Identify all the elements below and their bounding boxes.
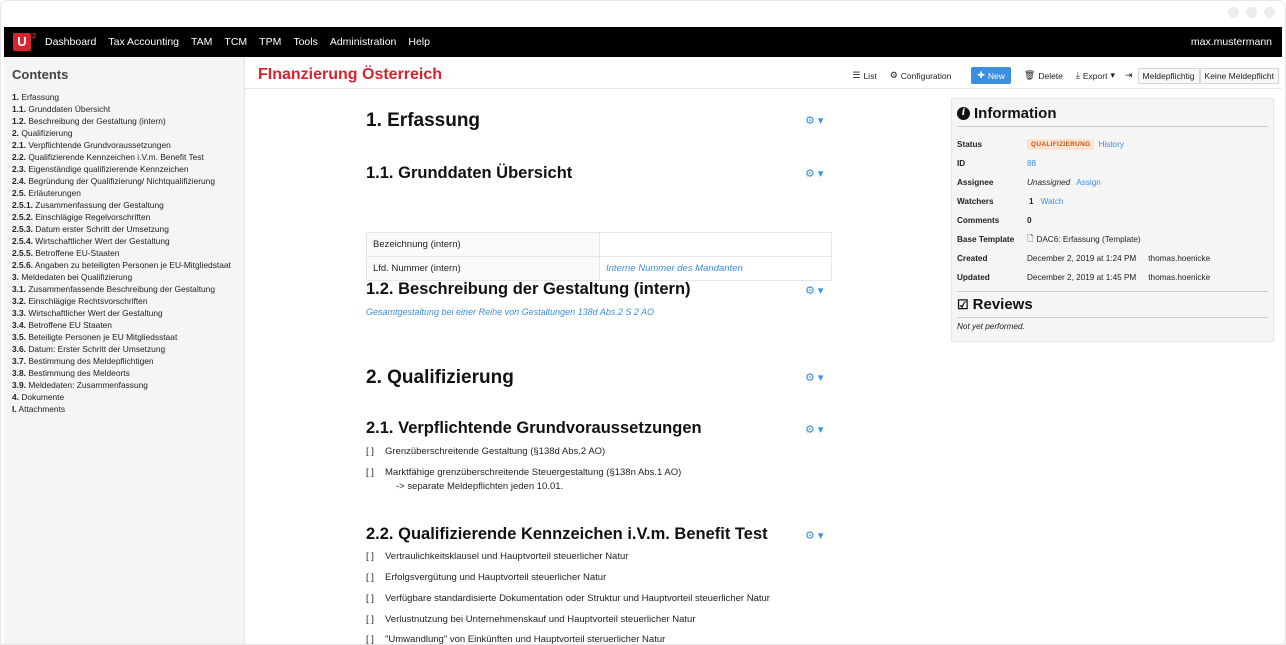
toc-item-number: 1. xyxy=(12,92,19,102)
info-key: Status xyxy=(957,140,983,149)
checkbox-label: Verlustnutzung bei Unternehmenskauf und Hauptvorteil steuerlicher Natur xyxy=(385,614,696,625)
updated-user: thomas.hoenicke xyxy=(1148,273,1211,282)
toc-item-number: 2.5. xyxy=(12,188,26,198)
window-titlebar xyxy=(1,1,1285,25)
document-icon: 🗋 xyxy=(1027,233,1034,243)
table-row xyxy=(367,257,832,281)
checkbox[interactable]: [ ] xyxy=(366,572,374,583)
new-button[interactable] xyxy=(971,67,1011,84)
grunddaten-table xyxy=(366,232,832,281)
caret-down-icon: ▾ xyxy=(1110,70,1115,80)
delete-button[interactable] xyxy=(1024,70,1063,81)
list-button[interactable] xyxy=(852,70,876,81)
header-divider xyxy=(245,88,1282,89)
reviews-heading xyxy=(957,296,1268,313)
toc-item-label: Bestimmung des Meldeorts xyxy=(28,368,130,378)
info-row-status xyxy=(957,135,1268,154)
toc-item-label: Grunddaten Übersicht xyxy=(28,104,111,114)
toc-item[interactable] xyxy=(12,343,236,355)
checkbox-item[interactable] xyxy=(366,467,681,478)
toc-item-number: 2.5.4. xyxy=(12,236,33,246)
toc-item[interactable] xyxy=(12,331,236,343)
toc-item[interactable] xyxy=(12,199,236,211)
toc-item[interactable] xyxy=(12,139,236,151)
toc-item[interactable] xyxy=(12,355,236,367)
status-badge: QUALIFIZIERUNG xyxy=(1027,139,1094,150)
configuration-button[interactable] xyxy=(890,70,952,81)
assign-link[interactable]: Assign xyxy=(1076,178,1101,187)
checkbox-item[interactable] xyxy=(366,634,665,645)
info-key: ID xyxy=(957,159,966,168)
information-title: Information xyxy=(974,105,1057,122)
toc-item-number: 1.2. xyxy=(12,116,26,126)
info-row-comments xyxy=(957,211,1268,230)
toc-item[interactable] xyxy=(12,247,236,259)
section-gear-icon[interactable]: ⚙ ▾ xyxy=(805,168,824,180)
toc-item-label: Betroffene EU Staaten xyxy=(28,320,112,330)
info-row-id xyxy=(957,154,1268,173)
toc-item-label: Wirtschaftlicher Wert der Gestaltung xyxy=(28,308,163,318)
watch-link[interactable]: Watch xyxy=(1040,197,1064,206)
toc-item[interactable] xyxy=(12,211,236,223)
contents-sidebar xyxy=(4,57,245,644)
delete-label: Delete xyxy=(1038,70,1063,81)
toc-item-label: Verpflichtende Grundvoraussetzungen xyxy=(28,140,171,150)
toc-item[interactable] xyxy=(12,151,236,163)
checkbox-item[interactable] xyxy=(366,446,605,457)
checkbox-label: Vertraulichkeitsklausel und Hauptvorteil steuerlicher Natur xyxy=(385,551,629,562)
list-label: List xyxy=(863,70,877,81)
checkbox[interactable]: [ ] xyxy=(366,467,374,478)
toc-item-number: 2.5.6. xyxy=(12,260,33,270)
toc-item-label: Zusammenfassung der Gestaltung xyxy=(35,200,164,210)
top-navbar xyxy=(4,27,1282,57)
toc-item[interactable] xyxy=(12,295,236,307)
nav-item-tcm[interactable]: TCM xyxy=(224,36,248,48)
checkbox-label: Verfügbare standardisierte Dokumentation oder Struktur und Hauptvorteil steuerlicher Natur xyxy=(385,593,770,604)
toc-item-label: Datum: Erster Schritt der Umsetzung xyxy=(28,344,166,354)
list-icon: ☰ xyxy=(852,70,861,80)
nav-item-administration[interactable]: Administration xyxy=(329,36,397,48)
toc-item-label: Beschreibung der Gestaltung (intern) xyxy=(28,116,166,126)
toc-item-label: Zusammenfassende Beschreibung der Gestaltung xyxy=(28,284,215,294)
section-gear-icon[interactable]: ⚙ ▾ xyxy=(805,115,824,127)
checkbox-item[interactable] xyxy=(366,551,628,562)
info-row-assignee xyxy=(957,173,1268,192)
toc-item-number: 1.1. xyxy=(12,104,26,114)
nav-item-tax-accounting[interactable]: Tax Accounting xyxy=(108,36,180,48)
page-title: FInanzierung Österreich xyxy=(258,66,443,83)
reviews-section xyxy=(957,291,1268,331)
toc-item-number: 3.1. xyxy=(12,284,26,294)
configuration-label: Configuration xyxy=(900,70,952,81)
export-label: Export xyxy=(1082,70,1108,81)
plus-icon: ✚ xyxy=(977,70,985,80)
nav-item-tools[interactable]: Tools xyxy=(293,36,318,48)
checkbox-item[interactable] xyxy=(366,593,770,604)
toc-item[interactable] xyxy=(12,319,236,331)
user-menu[interactable]: max.mustermann xyxy=(1190,36,1272,48)
toc-item-number: 2.5.3. xyxy=(12,224,33,234)
nav-item-help[interactable]: Help xyxy=(408,36,430,48)
toc-item-number: 3.9. xyxy=(12,380,26,390)
checkbox-item[interactable] xyxy=(366,614,696,625)
logo-letter: U xyxy=(17,34,27,49)
toc-item-number: 3. xyxy=(12,272,19,282)
table-cell-label: Bezeichnung (intern) xyxy=(367,233,600,257)
toc-item[interactable] xyxy=(12,307,236,319)
main-content xyxy=(245,57,1282,644)
info-row-watchers xyxy=(957,192,1268,211)
information-heading xyxy=(957,105,1268,122)
reviews-title: Reviews xyxy=(972,296,1033,313)
info-key: Base Template xyxy=(957,235,1015,244)
info-key: Updated xyxy=(957,273,990,282)
toc-item[interactable] xyxy=(12,403,236,415)
info-key: Comments xyxy=(957,216,1000,225)
window-dot[interactable] xyxy=(1246,7,1257,18)
toc-item-label: Erläuterungen xyxy=(28,188,81,198)
information-panel xyxy=(951,98,1274,342)
checkbox-checked-icon: ☑ xyxy=(957,296,969,312)
toc-item-label: Beteiligte Personen je EU Mitgliedsstaat xyxy=(28,332,178,342)
updated-date: December 2, 2019 at 1:45 PM xyxy=(1027,273,1137,282)
toc-item-label: Einschlägige Rechtsvorschriften xyxy=(28,296,148,306)
section-gear-icon[interactable]: ⚙ ▾ xyxy=(805,372,824,384)
watchers-count: 1 xyxy=(1029,197,1034,206)
toc-item[interactable] xyxy=(12,175,236,187)
section-heading-beschreibung: 1.2. Beschreibung der Gestaltung (intern) xyxy=(366,280,691,298)
nav-item-dashboard[interactable]: Dashboard xyxy=(45,36,97,48)
table-cell-label: Lfd. Nummer (intern) xyxy=(367,257,600,281)
toc-item-label: Datum erster Schritt der Umsetzung xyxy=(35,224,169,234)
trash-icon: 🗑 xyxy=(1023,70,1036,80)
toc-item[interactable] xyxy=(12,103,236,115)
created-date: December 2, 2019 at 1:24 PM xyxy=(1027,254,1137,263)
checkbox-label: Erfolgsvergütung und Hauptvorteil steuerlicher Natur xyxy=(385,572,607,583)
section-gear-icon[interactable]: ⚙ ▾ xyxy=(805,530,824,542)
toc-item[interactable] xyxy=(12,379,236,391)
toc-item-label: Begründung der Qualifizierung/ Nichtqualifizierung xyxy=(28,176,215,186)
divider xyxy=(957,317,1268,318)
info-key: Created xyxy=(957,254,988,263)
toc-item-number: 3.5. xyxy=(12,332,26,342)
toc-item-label: Meldedaten: Zusammenfassung xyxy=(28,380,148,390)
section-heading-kennzeichen: 2.2. Qualifizierende Kennzeichen i.V.m. Benefit Test xyxy=(366,525,768,543)
toc-item[interactable] xyxy=(12,223,236,235)
toc-list xyxy=(12,91,236,415)
checkbox[interactable]: [ ] xyxy=(366,614,374,625)
toc-item-label: Erfassung xyxy=(21,92,60,102)
assignee-value: Unassigned xyxy=(1027,178,1071,187)
toc-item[interactable] xyxy=(12,271,236,283)
toolbar xyxy=(839,67,1279,84)
toc-item-label: Dokumente xyxy=(21,392,65,402)
toc-item-number: 3.7. xyxy=(12,356,26,366)
toc-item-number: 3.6. xyxy=(12,344,26,354)
toc-item-number: 2. xyxy=(12,128,19,138)
checkbox-item[interactable] xyxy=(366,572,606,583)
id-link[interactable]: 88 xyxy=(1027,159,1037,168)
toc-item-number: 2.5.1. xyxy=(12,200,33,210)
toc-item-number: I. xyxy=(12,404,17,414)
window-dot[interactable] xyxy=(1228,7,1239,18)
toc-item-number: 3.3. xyxy=(12,308,26,318)
toc-item-number: 2.2. xyxy=(12,152,26,162)
comments-count: 0 xyxy=(1027,216,1032,225)
checkbox[interactable]: [ ] xyxy=(366,593,374,604)
nav-item-tam[interactable]: TAM xyxy=(191,36,213,48)
table-cell-value[interactable] xyxy=(600,233,832,257)
toc-item-label: Einschlägige Regelvorschriften xyxy=(35,212,151,222)
nav-menu xyxy=(45,36,442,48)
toc-item-label: Qualifizierende Kennzeichen i.V.m. Benefit Test xyxy=(28,152,204,162)
toc-item[interactable] xyxy=(12,391,236,403)
template-value[interactable]: DAC6: Erfassung (Template) xyxy=(1036,235,1141,244)
info-key: Watchers xyxy=(957,197,994,206)
window-controls xyxy=(1228,7,1275,18)
info-row-created xyxy=(957,249,1268,268)
toc-item-label: Attachments xyxy=(18,404,66,414)
toc-item-label: Bestimmung des Meldepflichtigen xyxy=(28,356,154,366)
download-icon: ⤓ xyxy=(1075,70,1080,80)
toc-item[interactable] xyxy=(12,91,236,103)
section-heading-grunddaten: 1.1. Grunddaten Übersicht xyxy=(366,164,573,182)
section-gear-icon[interactable]: ⚙ ▾ xyxy=(805,285,824,297)
app-logo[interactable] xyxy=(13,33,36,51)
toc-item[interactable] xyxy=(12,367,236,379)
toc-item[interactable] xyxy=(12,235,236,247)
info-key: Assignee xyxy=(957,178,994,187)
checkbox[interactable]: [ ] xyxy=(366,551,374,562)
toc-item[interactable] xyxy=(12,259,236,271)
checkbox-label: Marktfähige grenzüberschreitende Steuergestaltung (§138n Abs.1 AO) xyxy=(385,467,682,478)
info-row-template xyxy=(957,230,1268,249)
window-dot[interactable] xyxy=(1264,7,1275,18)
toc-item[interactable] xyxy=(12,163,236,175)
table-row xyxy=(367,233,832,257)
toc-item-number: 2.5.2. xyxy=(12,212,33,222)
sidebar-title: Contents xyxy=(12,67,69,82)
toc-item[interactable] xyxy=(12,127,236,139)
section-gear-icon[interactable]: ⚙ ▾ xyxy=(805,424,824,436)
created-user: thomas.hoenicke xyxy=(1148,254,1211,263)
reviews-status: Not yet performed. xyxy=(957,322,1025,331)
toc-item[interactable] xyxy=(12,283,236,295)
divider xyxy=(957,126,1268,127)
section-heading-qualifizierung: 2. Qualifizierung xyxy=(366,367,514,388)
toc-item-number: 3.2. xyxy=(12,296,26,306)
nav-item-tpm[interactable]: TPM xyxy=(259,36,282,48)
checkbox-subnote: -> separate Meldepflichten jeden 10.01. xyxy=(396,481,564,492)
export-button[interactable] xyxy=(1076,70,1118,81)
divider xyxy=(957,291,1268,292)
info-row-updated xyxy=(957,268,1268,287)
toc-item-number: 2.4. xyxy=(12,176,26,186)
toc-item[interactable] xyxy=(12,115,236,127)
toc-item-number: 2.3. xyxy=(12,164,26,174)
table-cell-value[interactable]: Interne Nummer des Mandanten xyxy=(600,257,832,281)
new-label: New xyxy=(987,70,1005,81)
checkbox-label: "Umwandlung" von Einkünften und Hauptvorteil steruerlicher Natur xyxy=(385,634,666,645)
gear-icon: ⚙ xyxy=(889,70,898,80)
toc-item-number: 2.5.5. xyxy=(12,248,33,258)
toc-item-number: 4. xyxy=(12,392,19,402)
toc-item[interactable] xyxy=(12,187,236,199)
keine-meldepflicht-button[interactable]: Keine Meldepflicht xyxy=(1200,68,1279,84)
beschreibung-text[interactable]: Gesamtgestaltung bei einer Reihe von Gestaltungen 138d Abs.2 S 2 AO xyxy=(366,307,655,317)
section-heading-erfassung: 1. Erfassung xyxy=(366,110,481,131)
transition-icon: ⇥ xyxy=(1125,70,1133,80)
section-heading-verpflichtende: 2.1. Verpflichtende Grundvoraussetzungen xyxy=(366,419,702,437)
info-icon: i xyxy=(957,107,970,120)
meldepflichtig-button[interactable]: Meldepflichtig xyxy=(1138,68,1200,84)
toc-item-number: 3.4. xyxy=(12,320,26,330)
toc-item-number: 2.1. xyxy=(12,140,26,150)
toc-item-label: Angaben zu beteiligten Personen je EU-Mitgliedstaat xyxy=(34,260,231,270)
logo-superscript: 2 xyxy=(32,33,36,40)
checkbox-label: Grenzüberschreitende Gestaltung (§138d Abs.2 AO) xyxy=(385,446,606,457)
checkbox[interactable]: [ ] xyxy=(366,446,374,457)
toc-item-label: Eigenständige qualifizierende Kennzeichen xyxy=(28,164,189,174)
history-link[interactable]: History xyxy=(1098,140,1124,149)
checkbox[interactable]: [ ] xyxy=(366,634,374,645)
toc-item-label: Meldedaten bei Qualifizierung xyxy=(21,272,133,282)
toc-item-label: Qualifizierung xyxy=(21,128,73,138)
toc-item-label: Wirtschaftlicher Wert der Gestaltung xyxy=(35,236,170,246)
toc-item-label: Betroffene EU-Staaten xyxy=(35,248,120,258)
toc-item-number: 3.8. xyxy=(12,368,26,378)
